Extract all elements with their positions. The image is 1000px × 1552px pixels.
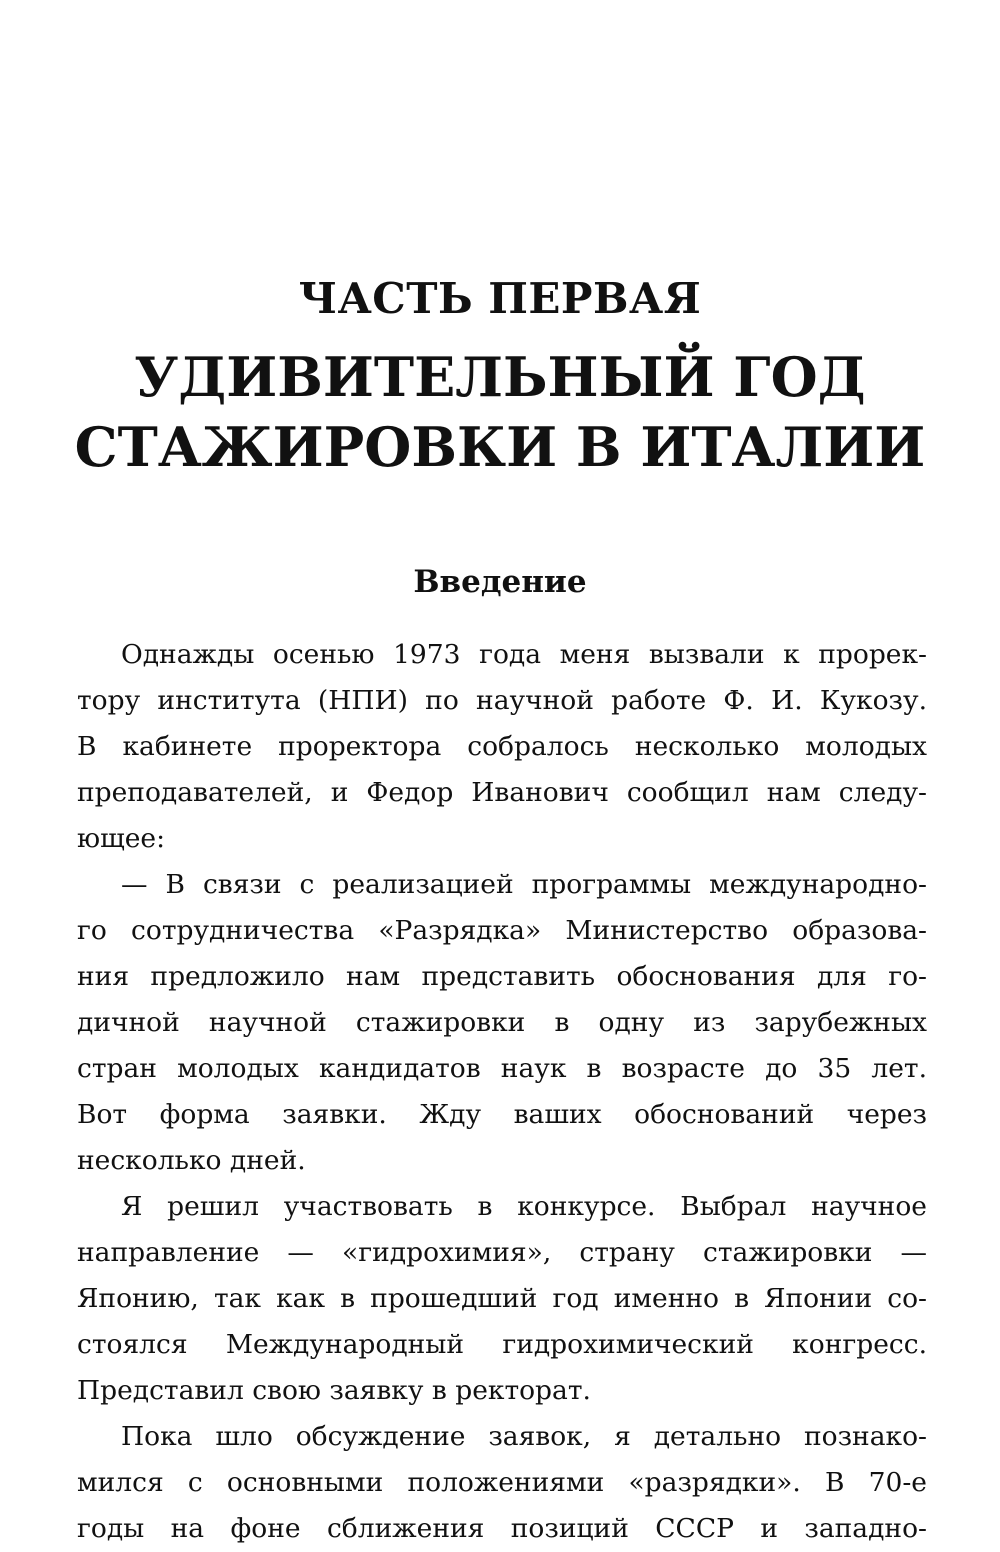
text-line: мился с основными положениями «разрядки». В 70-е — [77, 1467, 927, 1498]
text-line: Пока шло обсуждение заявок, я детально познако- — [121, 1421, 927, 1452]
text-line: тору института (НПИ) по научной работе Ф. И. Кукозу. — [77, 685, 927, 716]
text-line: стоялся Международный гидрохимический конгресс. — [77, 1329, 927, 1360]
book-title — [0, 342, 1000, 482]
paragraph-3 — [77, 1184, 927, 1414]
text-line: ния предложило нам представить обоснования для го- — [77, 961, 927, 992]
text-line: В кабинете проректора собралось несколько молодых — [77, 731, 927, 762]
text-line: Я решил участвовать в конкурсе. Выбрал научное — [121, 1191, 927, 1222]
text-line: дичной научной стажировки в одну из зарубежных — [77, 1007, 927, 1038]
book-title-line-2: СТАЖИРОВКИ В ИТАЛИИ — [74, 415, 926, 479]
text-line: Однажды осенью 1973 года меня вызвали к прорек- — [121, 639, 927, 670]
section-title: Введение — [413, 564, 587, 600]
part-title: ЧАСТЬ ПЕРВАЯ — [298, 274, 702, 323]
text-line: Представил свою заявку в ректорат. — [77, 1375, 591, 1406]
text-line: стран молодых кандидатов наук в возрасте до 35 лет. — [77, 1053, 927, 1084]
text-line: го сотрудничества «Разрядка» Министерство образова- — [77, 915, 927, 946]
text-line: несколько дней. — [77, 1145, 306, 1176]
text-line: Вот форма заявки. Жду ваших обоснований через — [77, 1099, 927, 1130]
text-line: годы на фоне сближения позиций СССР и западно- — [77, 1513, 927, 1544]
text-line: ющее: — [77, 823, 166, 854]
text-line: Японию, так как в прошедший год именно в Японии со- — [77, 1283, 927, 1314]
paragraph-1 — [77, 632, 927, 862]
paragraph-4 — [77, 1414, 927, 1552]
body-text — [77, 632, 927, 1552]
paragraph-2 — [77, 862, 927, 1184]
text-line: преподавателей, и Федор Иванович сообщил нам следу- — [77, 777, 927, 808]
text-line: — В связи с реализацией программы международно- — [121, 869, 927, 900]
book-title-line-1: УДИВИТЕЛЬНЫЙ ГОД — [134, 345, 866, 409]
text-line: направление — «гидрохимия», страну стажировки — — [77, 1237, 927, 1268]
